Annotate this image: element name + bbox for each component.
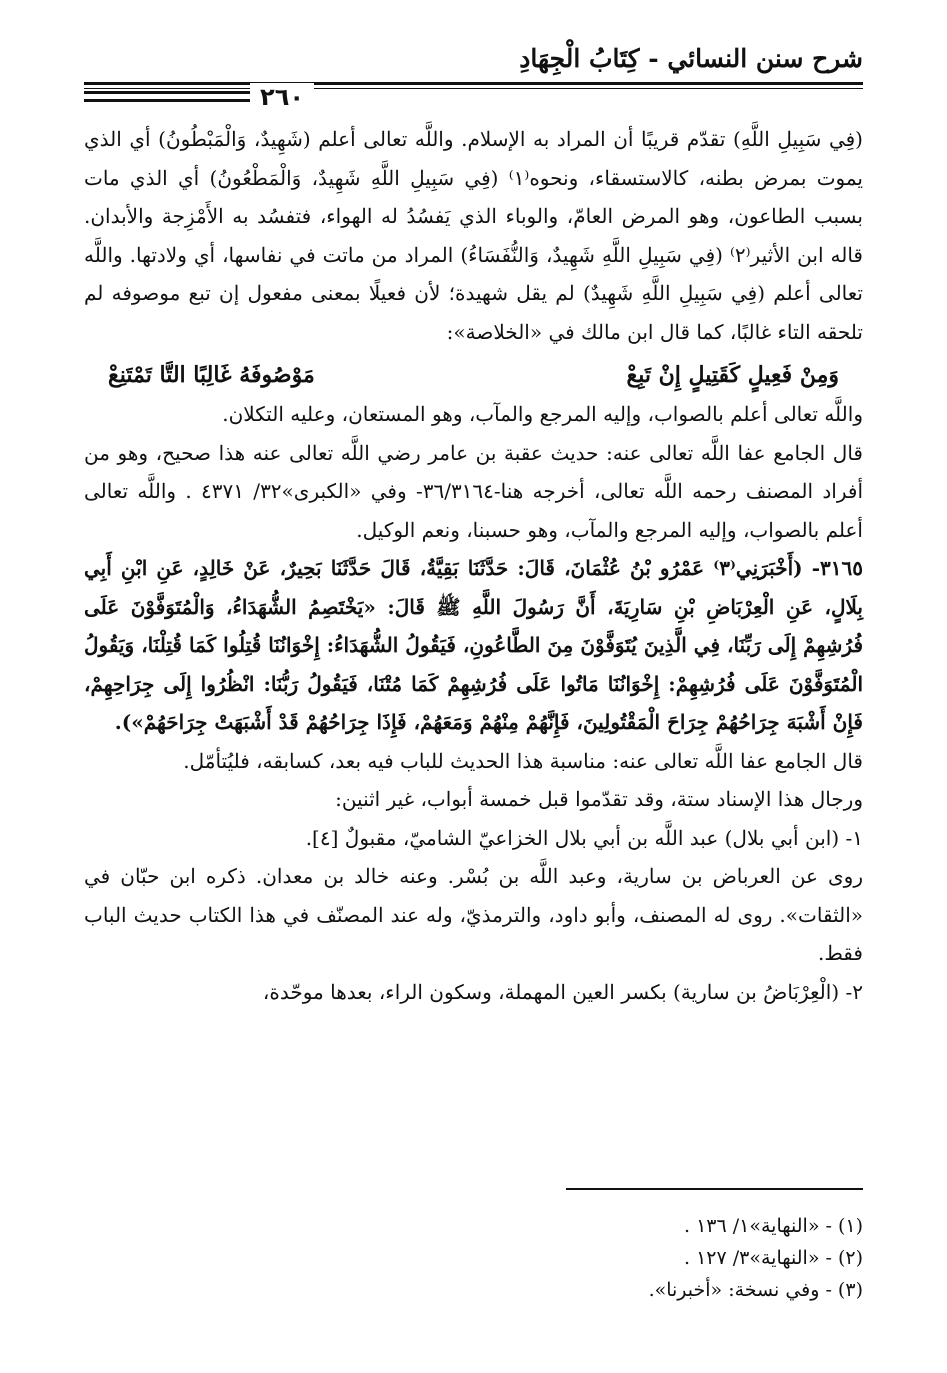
paragraph-rijal: ورجال هذا الإسناد ستة، وقد تقدّموا قبل خمسة أبواب، غير اثنين: [335,787,863,811]
verse-first-hemistich: وَمِنْ فَعِيلٍ كَقَتِيلٍ إِنْ تَبِعْ [626,362,839,388]
paragraph-jami-note: قال الجامع عفا اللَّه تعالى عنه: حديث عقبة بن عامر رضي اللَّه تعالى عنه هذا صحيح، وهو من أفراد المصنف رحمه اللَّه تعالى، أخرجه هنا-٣٦/٣١٦٤- وفي «الكبرى»٣٢/ ٤٣٧١ . واللَّه تعالى أعلم بالصواب، وإليه المرجع والمآب، وهو حسبنا، ونعم الوكيل. [84,440,864,542]
footnote-3: (٣) - وفي نسخة: «أخبرنا». [648,1279,863,1301]
footnote-2: (٢) - «النهاية»٣/ ١٢٧ . [683,1247,863,1269]
verse-second-hemistich: مَوْصُوفَهُ غَالِبًا التَّا تَمْتَنِعْ [108,362,315,388]
paragraph-shahid-commentary: (فِي سَبِيلِ اللَّهِ) تقدّم قريبًا أن المراد به الإسلام. واللَّه تعالى أعلم (شَهِيدٌ، وَالْمَبْطُونُ) أي الذي يموت بمرض بطنه، كالاستسقاء، ونحوه⁽١⁾ (فِي سَبِيلِ اللَّهِ شَهِيدٌ، وَالْمَطْعُونُ) أي الذي مات بسبب الطاعون، وهو المرض العامّ، والوباء الذي يَفسُدُ له الهواء، فتفسُد به الأَمْزِجة والأبدان. قاله ابن الأثير⁽٢⁾ (فِي سَبِيلِ اللَّهِ شَهِيدٌ، وَالنُّفَسَاءُ) المراد من ماتت في نفاسها، أي ولادتها. واللَّه تعالى أعلم (فِي سَبِيلِ اللَّهِ شَهِيدٌ) لم يقل شهيدة؛ لأن فعيلًا بمعنى مفعول إن تبع موصوفه لم تلحقه التاء غالبًا، كما قال ابن مالك في «الخلاصة»: [84,127,863,344]
paragraph-munasaba: قال الجامع عفا اللَّه تعالى عنه: مناسبة هذا الحديث للباب فيه بعد، كسابقه، فليُتأمّل. [183,748,863,773]
paragraph-closing-formula: واللَّه تعالى أعلم بالصواب، وإليه المرجع والمآب، وهو المستعان، وعليه التكلان. [222,402,863,426]
footnote-separator [566,1188,863,1190]
narrator-1-bio: روى عن العرباض بن سارية، وعبد اللَّه بن بُسْر. وعنه خالد بن معدان. ذكره ابن حبّان في «الثقات». روى له المصنف، وأبو داود، والترمذيّ، وله عند المصنّف في هذا الكتاب حديث الباب فقط. [84,864,863,965]
page-number-rule [84,88,250,106]
narrator-1-heading: ١- (ابن أبي بلال) عبد اللَّه بن أبي بلال الخزاعيّ الشاميّ، مقبولٌ [٤]. [305,825,863,850]
footnote-1: (١) - «النهاية»١/ ١٣٦ . [683,1215,863,1237]
page-number: ٢٦٠ [250,83,314,111]
poetry-verse [84,351,863,395]
page-number-ornament [84,80,314,114]
hadith-3165: ٣١٦٥- (أَخْبَرَنِي⁽٣⁾ عَمْرُو بْنُ عُثْمَانَ، قَالَ: حَدَّثَنَا بَقِيَّةُ، قَالَ حَدَّثَنَا بَحِيرٌ، عَنْ خَالِدٍ، عَنِ ابْنِ أَبِي بِلَالٍ، عَنِ الْعِرْبَاضِ بْنِ سَارِيَةَ، أَنَّ رَسُولَ اللَّهِ ﷺ قَالَ: «يَخْتَصِمُ الشُّهَدَاءُ، وَالْمُتَوَفَّوْنَ عَلَى فُرُشِهِمْ إِلَى رَبِّنَا، فِي الَّذِينَ يُتَوَفَّوْنَ مِنَ الطَّاعُونِ، فَيَقُولُ الشُّهَدَاءُ: إِخْوَانُنَا قُتِلُوا كَمَا قُتِلْنَا، وَيَقُولُ الْمُتَوَفَّوْنَ عَلَى فُرُشِهِمْ: إِخْوَانُنَا مَاتُوا عَلَى فُرُشِهِمْ كَمَا مُتْنَا، فَيَقُولُ رَبُّنَا: انْظُرُوا إِلَى جِرَاحِهِمْ، فَإِنْ أَشْبَهَ جِرَاحُهُمْ جِرَاحَ الْمَقْتُولِينَ، فَإِنَّهُمْ مِنْهُمْ وَمَعَهُمْ، فَإِذَا جِرَاحُهُمْ قَدْ أَشْبَهَتْ جِرَاحَهُمْ»). [84,556,864,734]
main-text [84,120,863,1011]
footnotes [84,1210,863,1306]
narrator-2-heading: ٢- (الْعِرْبَاضُ بن سارية) بكسر العين المهملة، وسكون الراء، بعدها موحّدة، [262,979,863,1004]
running-header-title: شرح سنن النسائي - كِتَابُ الْجِهَادِ [519,44,863,73]
